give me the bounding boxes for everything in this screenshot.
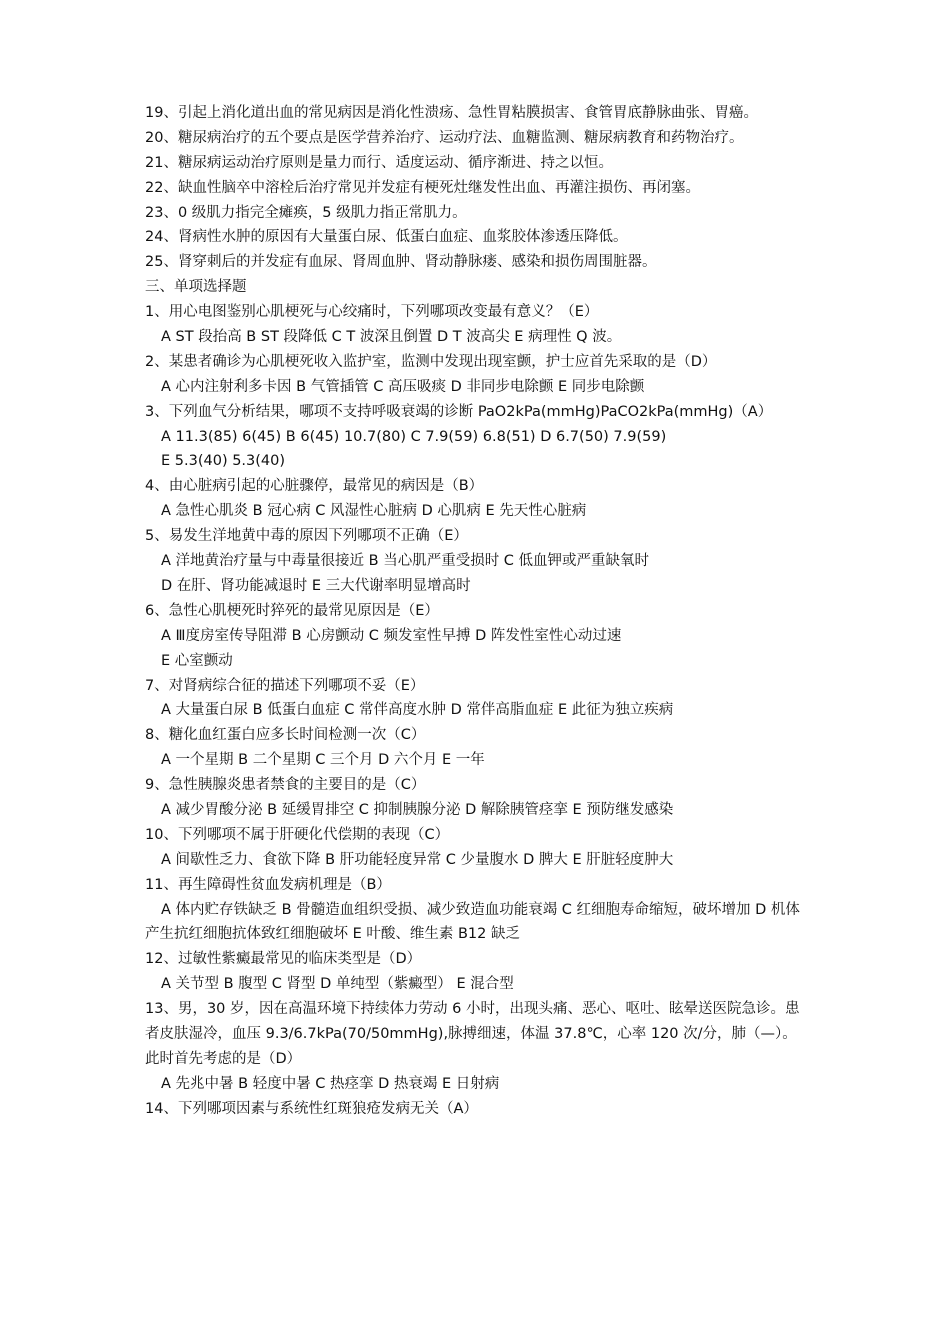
- question-options: D 在肝、肾功能减退时 E 三大代谢率明显增高时: [161, 577, 471, 594]
- question-options: A 一个星期 B 二个星期 C 三个月 D 六个月 E 一年: [161, 752, 485, 769]
- question-text: 9、急性胰腺炎患者禁食的主要目的是（C）: [145, 777, 426, 794]
- document-page: [145, 101, 810, 1122]
- question-text: 12、过敏性紫癜最常见的临床类型是（D）: [145, 951, 422, 968]
- question-text: 10、下列哪项不属于肝硬化代偿期的表现（C）: [145, 826, 450, 843]
- question-text: 7、对肾病综合征的描述下列哪项不妥（E）: [145, 677, 425, 694]
- question-options: E 心室颤动: [161, 652, 233, 669]
- question-text: 1、用心电图鉴别心肌梗死与心绞痛时，下列哪项改变最有意义？（E）: [145, 304, 599, 321]
- question-text: 6、急性心肌梗死时猝死的最常见原因是（E）: [145, 602, 439, 619]
- question-text: 2、某患者确诊为心肌梗死收入监护室，监测中发现出现室颤，护士应首先采取的是（D）: [145, 353, 717, 370]
- question-text: 14、下列哪项因素与系统性红斑狼疮发病无关（A）: [145, 1100, 478, 1117]
- question-options: A 大量蛋白尿 B 低蛋白血症 C 常伴高度水肿 D 常伴高脂血症 E 此征为独立疾病: [161, 702, 674, 719]
- question-options: A 间歇性乏力、食欲下降 B 肝功能轻度异常 C 少量腹水 D 脾大 E 肝脏轻度肿大: [161, 851, 674, 868]
- question-options: A 11.3(85) 6(45) B 6(45) 10.7(80) C 7.9(59) 6.8(51) D 6.7(50) 7.9(59): [161, 428, 667, 445]
- text-line: 23、0 级肌力指完全瘫痪，5 级肌力指正常肌力。: [145, 204, 467, 221]
- question-options: A 先兆中暑 B 轻度中暑 C 热痉挛 D 热衰竭 E 日射病: [161, 1075, 500, 1092]
- question-options: A 关节型 B 腹型 C 肾型 D 单纯型（紫癜型） E 混合型: [161, 976, 514, 993]
- section-heading: 三、单项选择题: [145, 279, 247, 296]
- question-options: E 5.3(40) 5.3(40): [161, 453, 286, 470]
- question-options: A 心内注射利多卡因 B 气管插管 C 高压吸痰 D 非同步电除颤 E 同步电除颤: [161, 378, 645, 395]
- text-line: 19、引起上消化道出血的常见病因是消化性溃疡、急性胃粘膜损害、食管胃底静脉曲张、胃癌。: [145, 105, 758, 121]
- text-line: 25、肾穿刺后的并发症有血尿、肾周血肿、肾动静脉瘘、感染和损伤周围脏器。: [145, 254, 657, 271]
- question-options: A 急性心肌炎 B 冠心病 C 风湿性心脏病 D 心肌病 E 先天性心脏病: [161, 503, 587, 520]
- question-options: A 体内贮存铁缺乏 B 骨髓造血组织受损、减少致造血功能衰竭 C 红细胞寿命缩短，破坏增加 D 机体产生抗红细胞抗体致红细胞破坏 E 叶酸、维生素 B12 缺乏: [145, 901, 800, 943]
- question-options: A 洋地黄治疗量与中毒量很接近 B 当心肌严重受损时 C 低血钾或严重缺氧时: [161, 553, 650, 570]
- question-text: 4、由心脏病引起的心脏骤停，最常见的病因是（B）: [145, 478, 484, 495]
- question-options: A Ⅲ度房室传导阻滞 B 心房颤动 C 频发室性早搏 D 阵发性室性心动过速: [161, 627, 622, 644]
- question-text: 8、糖化血红蛋白应多长时间检测一次（C）: [145, 727, 426, 744]
- question-options: A ST 段抬高 B ST 段降低 C T 波深且倒置 D T 波高尖 E 病理性 Q 波。: [161, 329, 622, 346]
- question-text: 11、再生障碍性贫血发病机理是（B）: [145, 876, 391, 893]
- text-line: 21、糖尿病运动治疗原则是量力而行、适度运动、循序渐进、持之以恒。: [145, 154, 613, 171]
- text-line: 24、肾病性水肿的原因有大量蛋白尿、低蛋白血症、血浆胶体渗透压降低。: [145, 229, 628, 246]
- text-line: 20、糖尿病治疗的五个要点是医学营养治疗、运动疗法、血糖监测、糖尿病教育和药物治疗。: [145, 129, 744, 146]
- question-text: 3、下列血气分析结果，哪项不支持呼吸衰竭的诊断 PaO2kPa(mmHg)PaCO2kPa(mmHg)（A）: [145, 403, 773, 420]
- question-text: 5、易发生洋地黄中毒的原因下列哪项不正确（E）: [145, 528, 468, 545]
- question-options: A 减少胃酸分泌 B 延缓胃排空 C 抑制胰腺分泌 D 解除胰管痉挛 E 预防继发感染: [161, 801, 674, 818]
- text-line: 22、缺血性脑卒中溶栓后治疗常见并发症有梗死灶继发性出血、再灌注损伤、再闭塞。: [145, 179, 700, 196]
- question-text: 13、男，30 岁，因在高温环境下持续体力劳动 6 小时，出现头痛、恶心、呕吐、眩晕送医院急诊。患者皮肤湿冷，血压 9.3/6.7kPa(70/50mmHg),脉搏细速，体温 37.8℃，心率 120 次/分，肺（—）。此时首先考虑的是（D）: [145, 1001, 800, 1067]
